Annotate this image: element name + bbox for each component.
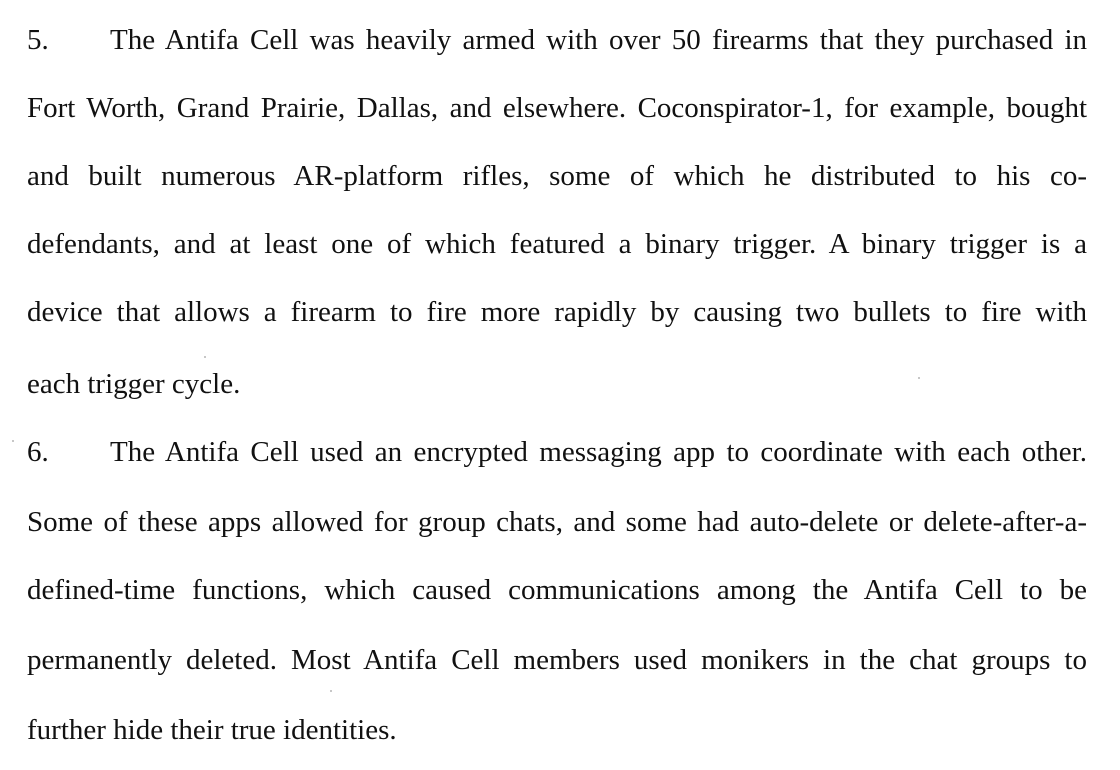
paragraph-6-line-1 xyxy=(27,434,1087,470)
paragraph-number: 6. xyxy=(27,436,49,468)
paragraph-6-line-2: Some of these apps allowed for group chats, and some had auto-delete or delete-after-a- xyxy=(27,506,1087,538)
scan-speck xyxy=(918,377,920,379)
paragraph-text: The Antifa Cell was heavily armed with over 50 firearms that they purchased in xyxy=(110,24,1087,56)
paragraph-6-line-3: defined-time functions, which caused communications among the Antifa Cell to be xyxy=(27,574,1087,606)
paragraph-5-line-3: and built numerous AR-platform rifles, some of which he distributed to his co- xyxy=(27,160,1087,192)
paragraph-6-line-5: further hide their true identities. xyxy=(27,714,397,746)
paragraph-5-line-2: Fort Worth, Grand Prairie, Dallas, and elsewhere. Coconspirator-1, for example, bought xyxy=(27,92,1087,124)
scan-speck xyxy=(204,356,206,358)
scan-speck xyxy=(330,690,332,692)
paragraph-5-line-5: device that allows a firearm to fire more rapidly by causing two bullets to fire with xyxy=(27,296,1087,328)
scan-speck xyxy=(12,440,14,442)
paragraph-6-line-4: permanently deleted. Most Antifa Cell members used monikers in the chat groups to xyxy=(27,644,1087,676)
paragraph-5-line-4: defendants, and at least one of which featured a binary trigger. A binary trigger is a xyxy=(27,228,1087,260)
paragraph-5-line-6: each trigger cycle. xyxy=(27,368,241,400)
paragraph-text: The Antifa Cell used an encrypted messaging app to coordinate with each other. xyxy=(110,436,1087,468)
paragraph-number: 5. xyxy=(27,24,49,56)
paragraph-5-line-1 xyxy=(27,22,1087,58)
